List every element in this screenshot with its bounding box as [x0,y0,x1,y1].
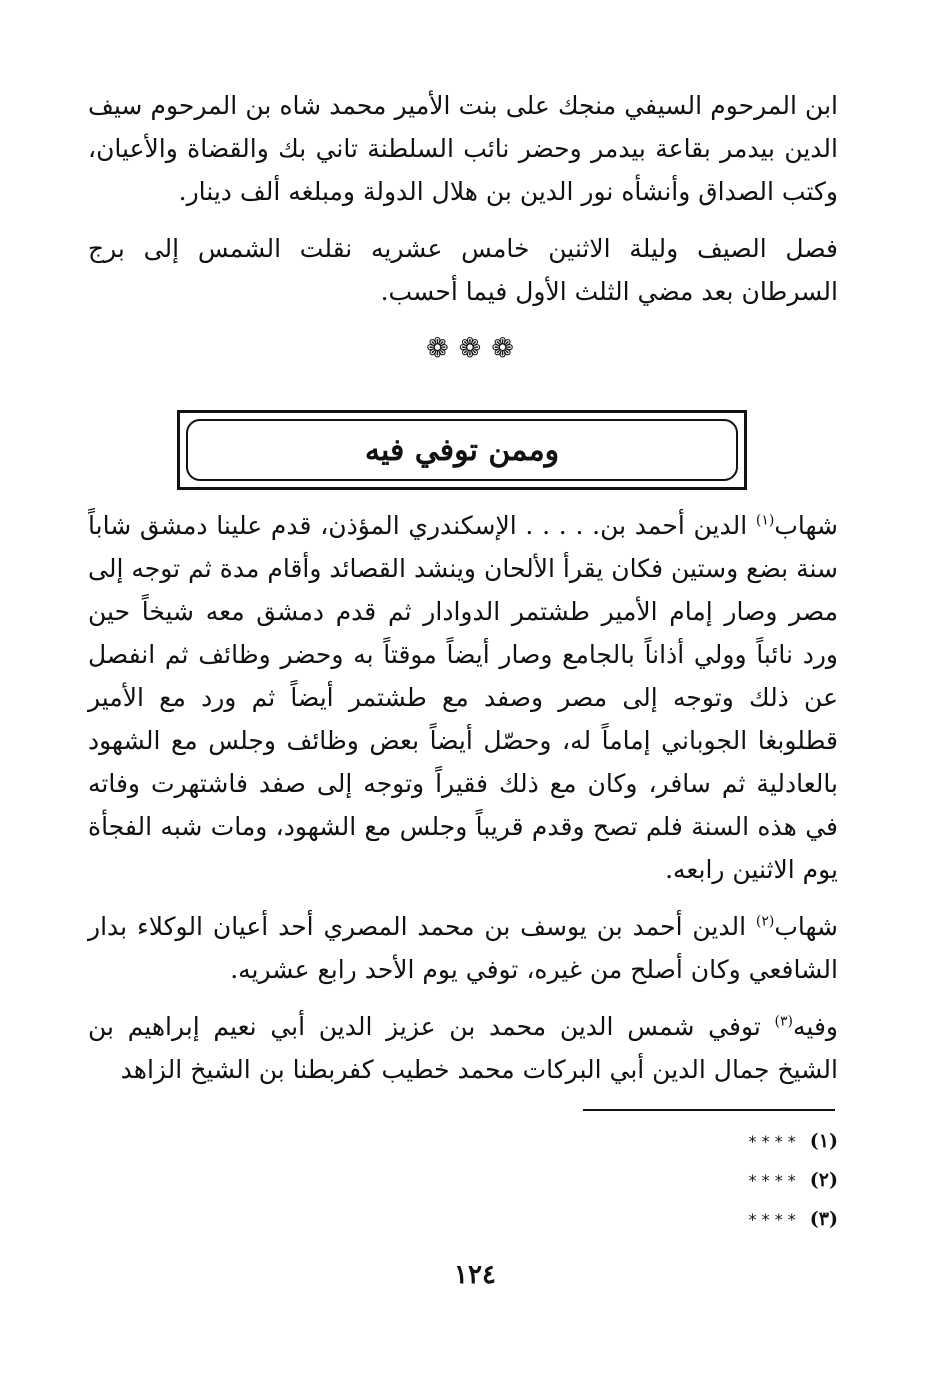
footnote-ref: (١) [755,512,775,529]
footnote-item [600,1161,838,1200]
intro-paragraph: ابن المرحوم السيفي منجك على بنت الأمير محمد شاه بن المرحوم سيف الدين بيدمر بقاعة بيدمر وحضر نائب السلطنة تاني بك والقضاة والأعيان، وكتب الصداق وأنشأه نور الدين بن هلال الدولة ومبلغه ألف دينار. [88,91,838,206]
footnote-text: * * * * [748,1171,796,1190]
obituary-entry [88,504,838,891]
obituary-entry [88,1005,838,1091]
entry-lead: شهاب [774,511,838,540]
entry-text: الدين أحمد بن. . . . . الإسكندري المؤذن، قدم علينا دمشق شاباً سنة بضع وستين فكان يقرأ الألحان وينشد القصائد وأقام مدة ثم توجه إلى مصر وصار إمام الأمير طشتمر الدوادار ثم قدم دمشق معه شيخاً حين ورد نائباً وولي أذاناً بالجامع وصار أيضاً موقتاً به وحضر وظائف ثم انفصل عن ذلك وتوجه إلى مصر وصفد مع طشتمر أيضاً ثم ورد مع الأمير قطلوبغا الجوباني إماماً له، وحصّل أيضاً بعض وظائف وجلس مع الشهود بالعادلية ثم سافر، وكان مع ذلك فقيراً وتوجه إلى صفد فاشتهرت وفاته في هذه السنة فلم تصح وقدم قريباً وجلس مع الشهود، ومات شبه الفجأة يوم الاثنين رابعه. [88,511,838,884]
intro-paragraph: فصل الصيف وليلة الاثنين خامس عشريه نقلت الشمس إلى برج السرطان بعد مضي الثلث الأول فيما أحسب. [88,234,838,306]
entry-text: توفي شمس الدين محمد بن عزيز الدين أبي نعيم إبراهيم بن الشيخ جمال الدين أبي البركات محمد خطيب كفربطنا بن الشيخ الزاهد [88,1012,838,1084]
obituary-entry [88,905,838,991]
entry-lead: وفيه [793,1012,838,1041]
footnote-item [600,1122,838,1161]
footnotes [600,1122,838,1239]
footnote-number: (٣) [809,1208,838,1230]
footnote-ref: (٣) [774,1013,794,1030]
page-number: ١٢٤ [454,1260,496,1290]
section-ornament: ❁❁❁ [426,333,524,364]
obituary-entries [88,504,838,1091]
entry-lead: شهاب [774,912,838,941]
footnote-number: (٢) [809,1169,838,1191]
footnote-ref: (٢) [755,913,775,930]
footnote-divider [583,1109,835,1111]
footnote-text: * * * * [748,1132,796,1151]
footnote-text: * * * * [748,1210,796,1229]
section-heading-frame [177,410,747,490]
footnote-item [600,1200,838,1239]
footnote-number: (١) [809,1130,838,1152]
entry-text: الدين أحمد بن يوسف بن محمد المصري أحد أعيان الوكلاء بدار الشافعي وكان أصلح من غيره، توفي يوم الأحد رابع عشريه. [88,912,838,984]
section-heading: وممن توفي فيه [186,419,738,481]
intro-text [88,84,838,313]
